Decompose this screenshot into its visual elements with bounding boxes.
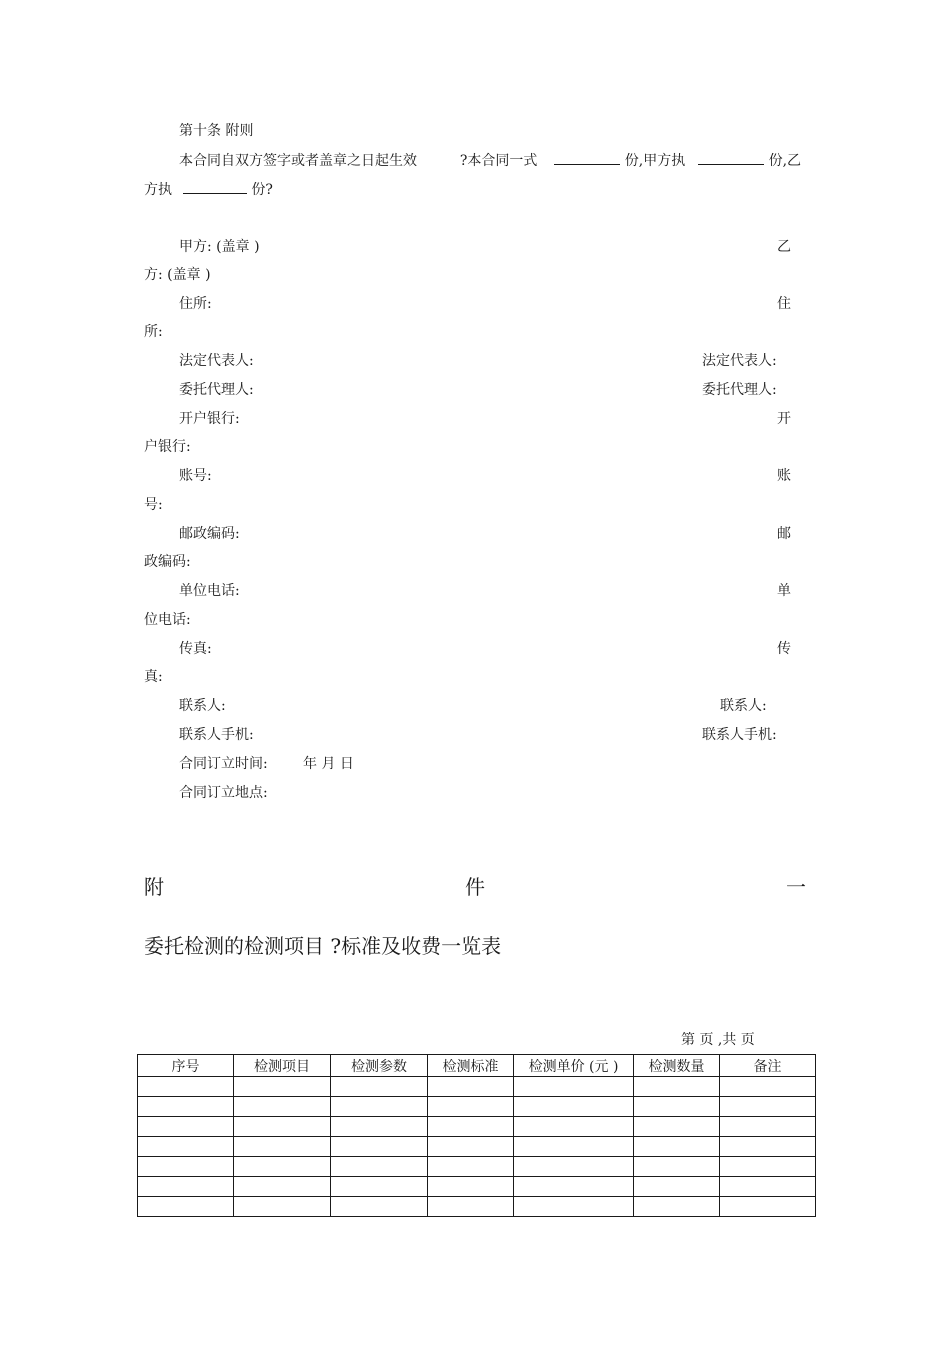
table-cell[interactable] — [720, 1177, 816, 1197]
party-a-label: 甲方: (盖章 ) — [179, 239, 260, 255]
table-cell[interactable] — [331, 1077, 428, 1097]
table-cell[interactable] — [234, 1137, 331, 1157]
party-b-copies-text: 份,乙 — [768, 153, 802, 169]
party-a-bank-label: 开户银行: — [179, 411, 240, 427]
table-cell[interactable] — [428, 1197, 514, 1217]
party-a-contact-label: 联系人: — [179, 698, 226, 714]
table-row — [138, 1177, 816, 1197]
table-row — [138, 1137, 816, 1157]
table-cell[interactable] — [720, 1117, 816, 1137]
party-b-legal-rep-label: 法定代表人: — [702, 353, 777, 369]
party-b-fax-label-part1: 传 — [777, 641, 791, 657]
party-b-agent-label: 委托代理人: — [702, 382, 777, 398]
table-cell[interactable] — [428, 1137, 514, 1157]
party-a-agent-label: 委托代理人: — [179, 382, 254, 398]
attachment-title: 委托检测的检测项目 ?标准及收费一览表 — [144, 934, 502, 958]
party-a-phone-label: 单位电话: — [179, 583, 240, 599]
table-cell[interactable] — [138, 1137, 234, 1157]
copies-clause-text: ?本合同一式 — [459, 153, 538, 169]
table-cell[interactable] — [138, 1157, 234, 1177]
party-b-contact-label: 联系人: — [720, 698, 767, 714]
table-cell[interactable] — [428, 1157, 514, 1177]
fee-table — [137, 1054, 816, 1217]
column-header: 检测参数 — [331, 1055, 428, 1077]
party-b-account-label-part1: 账 — [777, 468, 791, 484]
column-header: 检测标准 — [428, 1055, 514, 1077]
table-cell[interactable] — [234, 1077, 331, 1097]
effective-clause-text: 本合同自双方签字或者盖章之日起生效 — [179, 153, 417, 169]
table-cell[interactable] — [514, 1097, 634, 1117]
party-a-postcode-label: 邮政编码: — [179, 526, 240, 542]
table-cell[interactable] — [634, 1117, 720, 1137]
party-b-address-label-part2: 所: — [144, 324, 163, 340]
party-b-postcode-label-part2: 政编码: — [144, 554, 191, 570]
table-cell[interactable] — [138, 1177, 234, 1197]
table-cell[interactable] — [428, 1117, 514, 1137]
table-cell[interactable] — [331, 1117, 428, 1137]
party-a-fax-label: 传真: — [179, 641, 212, 657]
table-cell[interactable] — [234, 1117, 331, 1137]
party-b-fax-label-part2: 真: — [144, 669, 163, 685]
table-cell[interactable] — [634, 1157, 720, 1177]
sign-time-label: 合同订立时间: — [179, 756, 268, 772]
party-a-copies-blank[interactable] — [698, 151, 764, 165]
party-b-copies-blank[interactable] — [183, 180, 247, 194]
table-cell[interactable] — [634, 1137, 720, 1157]
table-cell[interactable] — [234, 1157, 331, 1177]
table-cell[interactable] — [428, 1097, 514, 1117]
table-cell[interactable] — [234, 1177, 331, 1197]
table-cell[interactable] — [514, 1177, 634, 1197]
party-b-bank-label-part1: 开 — [777, 411, 791, 427]
table-cell[interactable] — [138, 1077, 234, 1097]
attachment-heading-char-3: 一 — [786, 875, 806, 899]
party-b-phone-label-part2: 位电话: — [144, 612, 191, 628]
table-cell[interactable] — [720, 1077, 816, 1097]
party-b-postcode-label-part1: 邮 — [777, 526, 791, 542]
table-cell[interactable] — [720, 1097, 816, 1117]
sign-time-value: 年 月 日 — [303, 756, 354, 772]
table-cell[interactable] — [331, 1097, 428, 1117]
table-cell[interactable] — [514, 1077, 634, 1097]
party-b-label-part1: 乙 — [777, 239, 791, 255]
table-cell[interactable] — [634, 1177, 720, 1197]
column-header: 检测项目 — [234, 1055, 331, 1077]
column-header: 序号 — [138, 1055, 234, 1077]
column-header: 备注 — [720, 1055, 816, 1077]
table-cell[interactable] — [138, 1117, 234, 1137]
table-cell[interactable] — [234, 1197, 331, 1217]
table-cell[interactable] — [514, 1197, 634, 1217]
table-row — [138, 1077, 816, 1097]
table-cell[interactable] — [138, 1197, 234, 1217]
party-b-holds-text: 方执 — [144, 182, 172, 198]
table-cell[interactable] — [234, 1097, 331, 1117]
party-b-address-label-part1: 住 — [777, 296, 791, 312]
copies-suffix-text: 份? — [251, 182, 273, 198]
party-b-bank-label-part2: 户银行: — [144, 439, 191, 455]
party-a-copies-text: 份,甲方执 — [624, 153, 686, 169]
party-b-label-part2: 方: (盖章 ) — [144, 267, 211, 283]
table-cell[interactable] — [720, 1157, 816, 1177]
table-cell[interactable] — [634, 1097, 720, 1117]
table-cell[interactable] — [634, 1197, 720, 1217]
table-row — [138, 1197, 816, 1217]
attachment-heading-char-1: 附 — [144, 875, 164, 899]
sign-place-label: 合同订立地点: — [179, 785, 268, 801]
page-info: 第 页 ,共 页 — [681, 1032, 755, 1048]
party-b-mobile-label: 联系人手机: — [702, 727, 777, 743]
table-row — [138, 1117, 816, 1137]
party-a-address-label: 住所: — [179, 296, 212, 312]
table-cell[interactable] — [720, 1197, 816, 1217]
table-cell[interactable] — [514, 1157, 634, 1177]
table-row — [138, 1157, 816, 1177]
column-header: 检测数量 — [634, 1055, 720, 1077]
party-a-legal-rep-label: 法定代表人: — [179, 353, 254, 369]
table-row — [138, 1097, 816, 1117]
table-cell[interactable] — [331, 1137, 428, 1157]
table-cell[interactable] — [720, 1137, 816, 1157]
party-b-phone-label-part1: 单 — [777, 583, 791, 599]
attachment-heading-char-2: 件 — [465, 875, 485, 899]
column-header: 检测单价 (元 ) — [514, 1055, 634, 1077]
party-a-account-label: 账号: — [179, 468, 212, 484]
table-cell[interactable] — [331, 1197, 428, 1217]
table-cell[interactable] — [514, 1117, 634, 1137]
table-cell[interactable] — [331, 1157, 428, 1177]
effective-clause-line-2 — [144, 180, 273, 199]
table-header-row — [138, 1055, 816, 1077]
table-cell[interactable] — [634, 1077, 720, 1097]
party-a-mobile-label: 联系人手机: — [179, 727, 254, 743]
table-cell[interactable] — [331, 1177, 428, 1197]
table-body — [138, 1077, 816, 1217]
table-cell[interactable] — [428, 1077, 514, 1097]
table-cell[interactable] — [138, 1097, 234, 1117]
article-heading: 第十条 附则 — [179, 123, 254, 139]
party-b-account-label-part2: 号: — [144, 497, 163, 513]
table-cell[interactable] — [428, 1177, 514, 1197]
effective-clause-line-1 — [179, 151, 801, 170]
total-copies-blank[interactable] — [554, 151, 620, 165]
table-cell[interactable] — [514, 1137, 634, 1157]
